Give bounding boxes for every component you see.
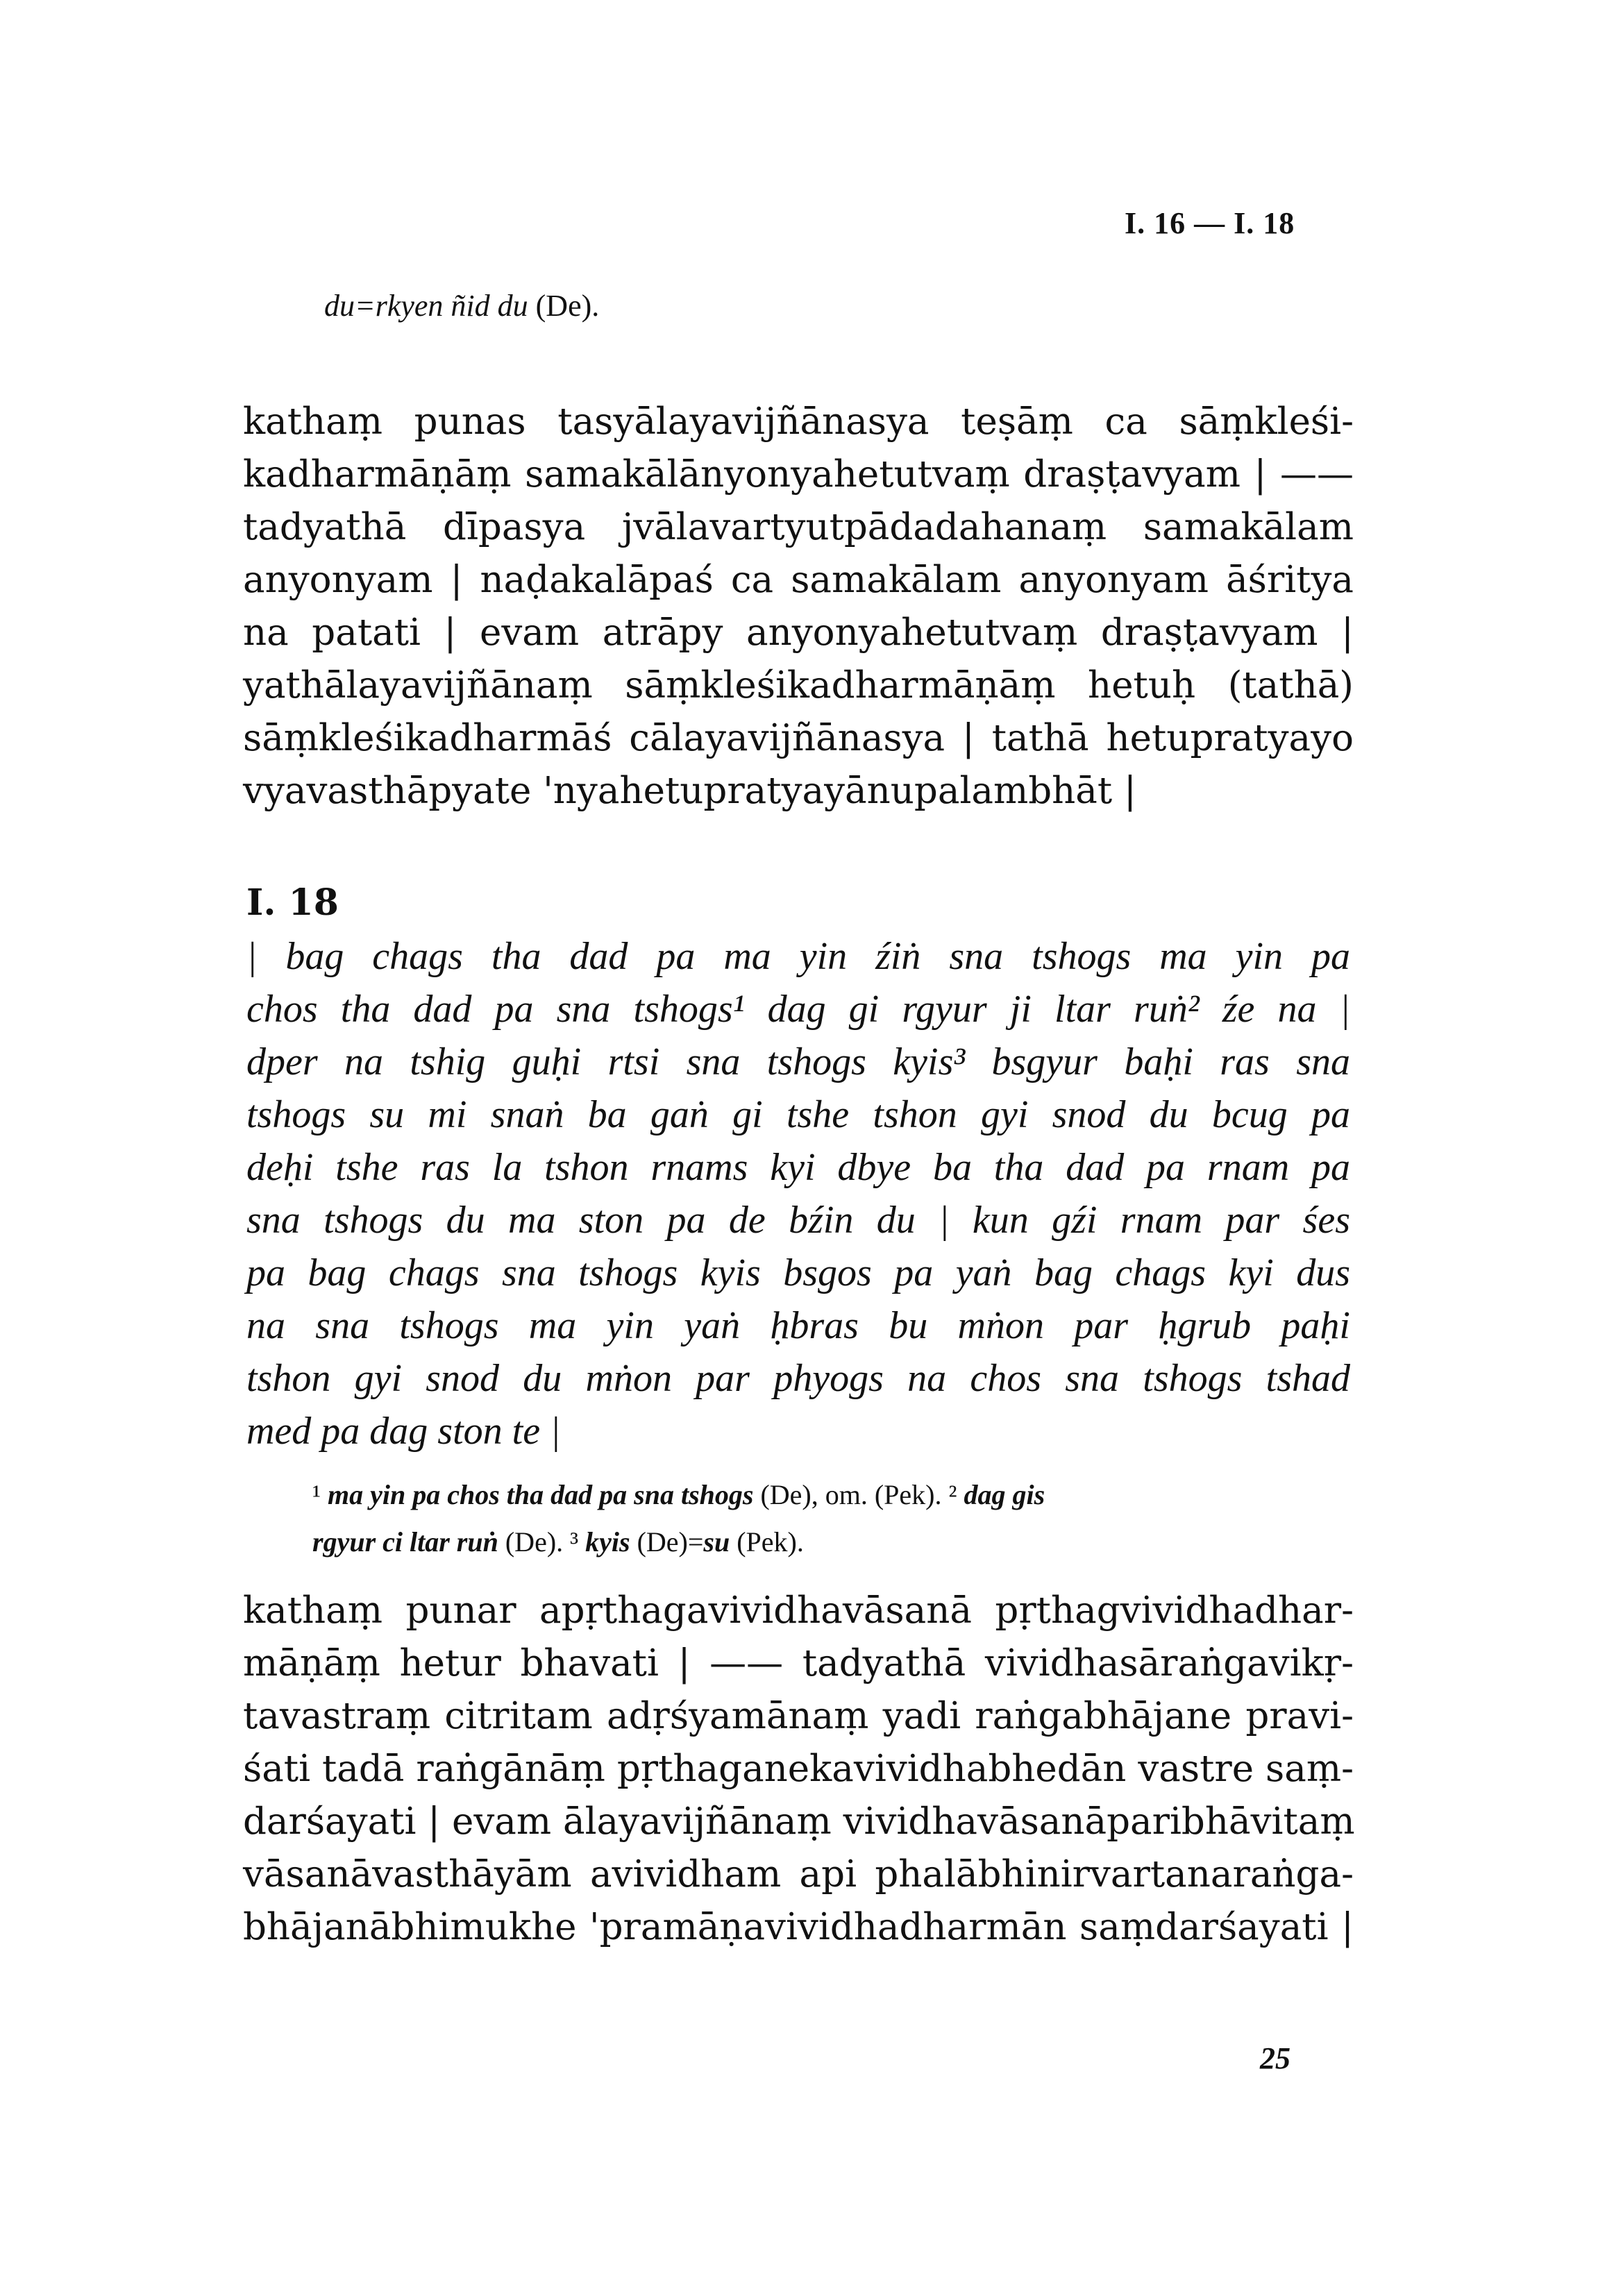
page-number: 25 — [1260, 2041, 1290, 2075]
footnote-variant: dag gis — [964, 1479, 1045, 1510]
text-line: kathaṃ punar apṛthagavividhavāsanā pṛthagvividhadhar- — [243, 1589, 1354, 1632]
text-line: kadharmāṇāṃ samakālānyonyahetutvaṃ draṣṭavyam | —— — [243, 453, 1354, 496]
footnote-variant: kyis — [585, 1526, 630, 1558]
text-line: chos tha dad pa sna tshogs¹ dag gi rgyur ji ltar ruṅ² źe na | — [246, 988, 1350, 1031]
text-line: tavastraṃ citritam adṛśyamānaṃ yadi raṅgabhājane pravi- — [243, 1695, 1354, 1737]
text-line: yathālayavijñānaṃ sāṃkleśikadharmāṇāṃ hetuḥ (tathā) — [243, 664, 1354, 707]
text-line: vāsanāvasthāyām avividham api phalābhinirvartanaraṅga- — [243, 1853, 1354, 1896]
text-line: na patati | evam atrāpy anyonyahetutvaṃ draṣṭavyam | — [243, 611, 1354, 654]
footnote-marker: ³ — [570, 1526, 579, 1558]
text-line: kathaṃ punas tasyālayavijñānasya teṣāṃ ca sāṃkleśi- — [243, 400, 1354, 443]
tibetan-paragraph — [246, 930, 1350, 1458]
text-line: sna tshogs du ma ston pa de bźin du | kun gźi rnam par śes — [246, 1199, 1350, 1242]
text-line: tshon gyi snod du mṅon par phyogs na chos sna tshogs tshad — [246, 1357, 1350, 1400]
footnote-variant: su — [703, 1526, 730, 1558]
section-heading: I. 18 — [246, 881, 339, 924]
running-head: I. 16 — I. 18 — [1125, 206, 1295, 240]
sanskrit-paragraph-2 — [243, 1585, 1354, 1954]
text-line: tshogs su mi snaṅ ba gaṅ gi tshe tshon gyi snod du bcug pa — [246, 1093, 1350, 1136]
text-line: na sna tshogs ma yin yaṅ ḥbras bu mṅon par ḥgrub paḥi — [246, 1304, 1350, 1347]
text-line: darśayati | evam ālayavijñānaṃ vividhavāsanāparibhāvitaṃ — [243, 1800, 1355, 1843]
text-line: pa bag chags sna tshogs kyis bsgos pa yaṅ bag chags kyi dus — [246, 1251, 1350, 1294]
footnote-source: (De). — [505, 1526, 564, 1558]
footnote-marker: ² — [948, 1479, 957, 1510]
text-line: bhājanābhimukhe 'pramāṇavividhadharmān saṃdarśayati | — [243, 1906, 1354, 1948]
footnotes — [312, 1471, 1354, 1566]
top-note — [324, 288, 599, 323]
footnote-line — [312, 1519, 1354, 1566]
footnote-variant: ma yin pa chos tha dad pa sna tshogs — [328, 1479, 754, 1510]
text-line: sāṃkleśikadharmāś cālayavijñānasya | tathā hetupratyayo — [243, 717, 1354, 759]
footnote-variant: rgyur ci ltar ruṅ — [312, 1526, 498, 1558]
top-note-source: (De). — [535, 289, 600, 323]
text-line: śati tadā raṅgānāṃ pṛthaganekavividhabhedān vastre saṃ- — [243, 1748, 1354, 1790]
sanskrit-paragraph-1 — [243, 396, 1354, 818]
top-note-tibetan: du=rkyen ñid du — [324, 289, 528, 323]
footnote-source: (Pek). — [737, 1526, 804, 1558]
footnote-marker: ¹ — [312, 1479, 321, 1510]
text-line: vyavasthāpyate 'nyahetupratyayānupalambhāt | — [243, 770, 1136, 812]
text-line: | bag chags tha dad pa ma yin źiṅ sna tshogs ma yin pa — [246, 935, 1350, 978]
footnote-source: (De), om. (Pek). — [760, 1479, 942, 1510]
text-line: dper na tshig guḥi rtsi sna tshogs kyis³ bsgyur baḥi ras sna — [246, 1040, 1350, 1083]
text-line: deḥi tshe ras la tshon rnams kyi dbye ba tha dad pa rnam pa — [246, 1146, 1350, 1189]
footnote-source: (De)= — [637, 1526, 704, 1558]
text-line: māṇāṃ hetur bhavati | —— tadyathā vividhasāraṅgavikṛ- — [243, 1642, 1354, 1685]
text-line: med pa dag ston te | — [246, 1410, 561, 1453]
text-line: anyonyam | naḍakalāpaś ca samakālam anyonyam āśritya — [243, 559, 1354, 601]
footnote-line — [312, 1471, 1354, 1519]
text-line: tadyathā dīpasya jvālavartyutpādadahanaṃ samakālam — [243, 506, 1354, 548]
